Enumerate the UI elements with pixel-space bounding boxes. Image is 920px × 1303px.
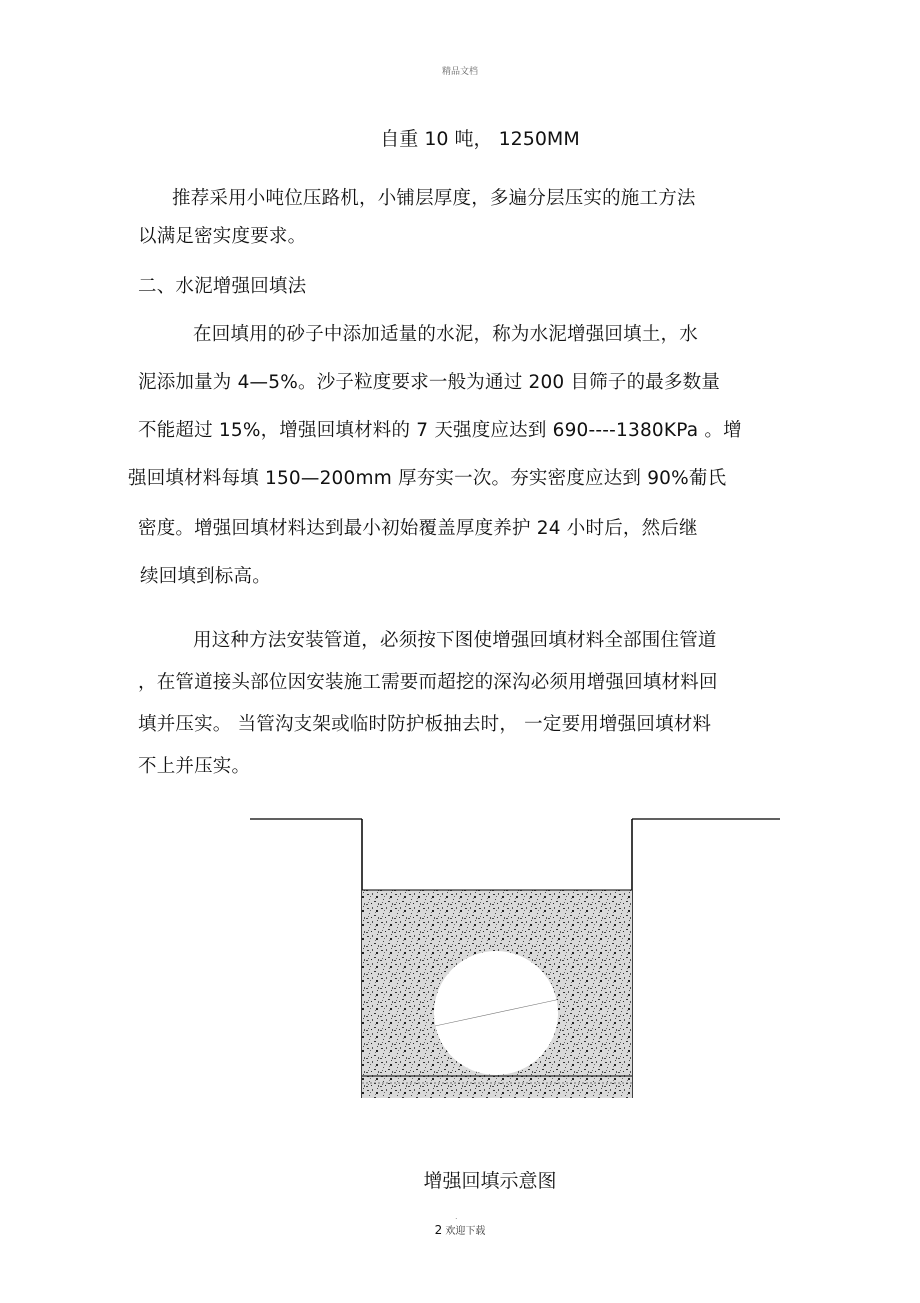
backfill-diagram (240, 808, 800, 1108)
para2-line5: 密度。增强回填材料达到最小初始覆盖厚度养护 24 小时后，然后继 (138, 518, 698, 539)
figure-caption: 增强回填示意图 (423, 1170, 557, 1192)
para2-line6: 续回填到标高。 (140, 566, 271, 587)
page-footer (0, 1222, 920, 1237)
page-header: 精品文档 (441, 67, 478, 77)
para3-line2: ，在管道接头部位因安装施工需要而超挖的深沟必须用增强回填材料回 (138, 672, 718, 693)
para2-line4: 强回填材料每填 150—200mm 厚夯实一次。夯实密度应达到 90%葡氏 (128, 468, 727, 489)
para3-line3: 填并压实。 当管沟支架或临时防护板抽去时， 一定要用增强回填材料 (138, 714, 712, 735)
para2-line3: 不能超过 15%，增强回填材料的 7 天强度应达到 690----1380KPa 。增 (138, 420, 742, 441)
section-heading: 二、水泥增强回填法 (138, 276, 307, 297)
page-title: 自重 10 吨， 1250MM (380, 128, 580, 150)
page-number: 2 (434, 1223, 443, 1237)
para2-line2: 泥添加量为 4—5%。沙子粒度要求一般为通过 200 目筛子的最多数量 (138, 372, 721, 393)
para1-line1: 推荐采用小吨位压路机，小铺层厚度，多遍分层压实的施工方法 (172, 188, 696, 209)
para3-line1: 用这种方法安装管道，必须按下图使增强回填材料全部围住管道 (193, 630, 717, 651)
para3-line4: 不上并压实。 (138, 756, 251, 777)
footer-dot: . (455, 1212, 458, 1221)
para1-line2: 以满足密实度要求。 (138, 226, 307, 247)
footer-text: 欢迎下载 (445, 1226, 486, 1237)
para2-line1: 在回填用的砂子中添加适量的水泥，称为水泥增强回填土，水 (193, 324, 698, 345)
